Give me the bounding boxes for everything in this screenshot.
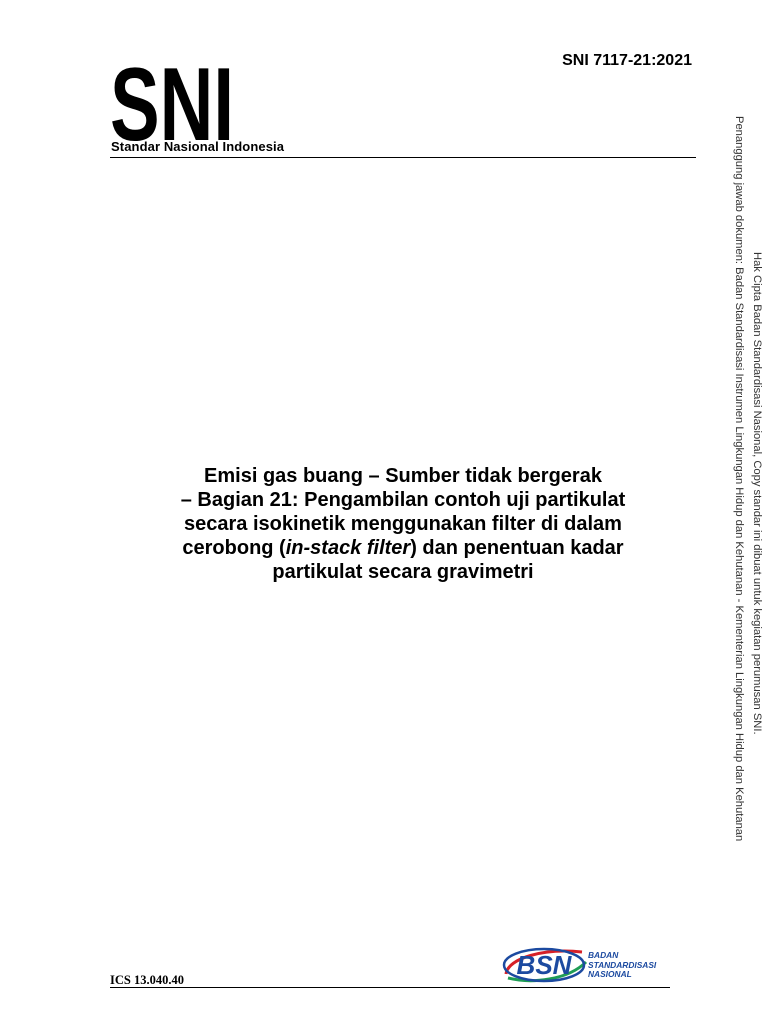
ics-code: ICS 13.040.40	[110, 973, 184, 987]
bsn-logo	[498, 944, 688, 986]
header-divider	[110, 157, 696, 158]
title-line-5: partikulat secara gravimetri	[272, 561, 534, 583]
bsn-mark-icon	[498, 944, 590, 986]
title-line-4	[110, 536, 696, 560]
title-line-2: – Bagian 21: Pengambilan contoh uji partikulat	[180, 489, 626, 511]
sni-logo-text: SNI	[110, 58, 234, 142]
bsn-name-line-2: STANDARDISASI	[588, 959, 657, 970]
title-line-4-italic: in-stack filter	[285, 537, 411, 559]
title-line-3: secara isokinetik menggunakan filter di dalam	[184, 513, 622, 535]
bsn-name	[588, 951, 656, 980]
side-notes	[708, 116, 768, 906]
bsn-name-line-3: NASIONAL	[588, 969, 632, 979]
title-line-1: Emisi gas buang – Sumber tidak bergerak	[204, 465, 602, 487]
sni-logo	[110, 58, 234, 142]
title-line-4-start: cerobong (	[182, 537, 286, 559]
bsn-mark-text: BSN	[516, 950, 572, 980]
bsn-name-line-1: BADAN	[588, 950, 619, 960]
document-number: SNI 7117-21:2021	[562, 52, 692, 69]
document-title	[110, 464, 696, 584]
title-line-4-end: ) dan penentuan kadar	[410, 537, 624, 559]
responsibility-note: Penanggung jawab dokumen: Badan Standardisasi Instrumen Lingkungan Hidup dan Kehutanan - Kementerian Lingkungan Hidup dan Kehutanan	[733, 116, 745, 842]
copyright-note: Hak Cipta Badan Standardisasi Nasional, Copy standar ini dibuat untuk kegiatan perumusan SNI.	[751, 252, 763, 735]
header-subtitle: Standar Nasional Indonesia	[111, 139, 285, 154]
footer-divider	[110, 987, 670, 988]
